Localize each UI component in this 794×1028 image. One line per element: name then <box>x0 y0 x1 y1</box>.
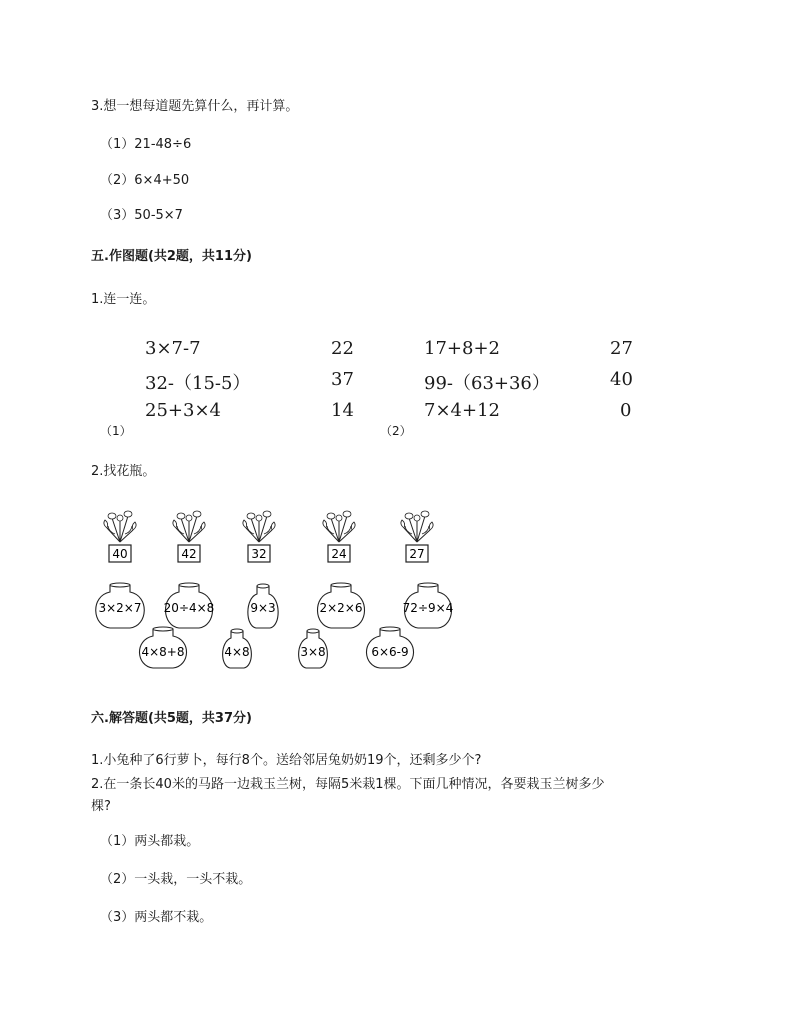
match2-answer-1: 27 <box>610 338 633 359</box>
item-number: （1） <box>100 834 135 849</box>
svg-text:20÷4×8: 20÷4×8 <box>163 601 215 615</box>
vase-top-5 <box>403 583 454 628</box>
flower-4 <box>323 511 355 562</box>
vase-figure <box>80 508 480 673</box>
item-text: 6×4+50 <box>134 173 190 188</box>
svg-text:3×2×7: 3×2×7 <box>98 601 142 615</box>
vase-top-2 <box>164 583 215 628</box>
q3-item-1 <box>100 133 191 152</box>
item-text: 两头都栽。 <box>134 834 200 849</box>
item-number: （3） <box>100 208 135 223</box>
s6-q1: 1.小兔种了6行萝卜，每行8个。送给邻居兔奶奶19个，还剩多少个? <box>91 753 482 768</box>
match1-expr-2: 32-（15-5） <box>145 373 251 394</box>
s6-q2-line1: 2.在一条长40米的马路一边栽玉兰树，每隔5米栽1棵。下面几种情况，各要栽玉兰树多少 <box>91 777 605 792</box>
item-text: 50-5×7 <box>134 208 183 223</box>
item-text: 一头栽，一头不栽。 <box>134 872 252 887</box>
s6-item-1 <box>100 830 199 849</box>
s6-item-2 <box>100 868 251 887</box>
item-text: 21-48÷6 <box>134 137 192 152</box>
match2-expr-3: 7×4+12 <box>424 400 500 421</box>
svg-text:72÷9×4: 72÷9×4 <box>402 601 454 615</box>
q3-item-2 <box>100 169 189 188</box>
vase-top-4 <box>317 583 364 628</box>
item-number: （1） <box>100 137 135 152</box>
match2-expr-1: 17+8+2 <box>424 338 500 359</box>
match2-label: （2） <box>380 424 412 438</box>
item-number: （2） <box>100 173 135 188</box>
flower-3 <box>243 511 275 562</box>
svg-text:32: 32 <box>251 547 267 561</box>
flower-5 <box>401 511 433 562</box>
vase-top-1 <box>96 583 145 628</box>
q3-title: 3.想一想每道题先算什么，再计算。 <box>91 99 299 114</box>
section5-heading: 五.作图题(共2题，共11分) <box>91 249 252 264</box>
q3-item-3 <box>100 204 183 223</box>
svg-text:27: 27 <box>409 547 425 561</box>
match1-answer-2: 37 <box>331 369 354 390</box>
vase-bottom-2 <box>223 629 252 668</box>
match1-label: （1） <box>100 424 132 438</box>
s6-item-3 <box>100 906 212 925</box>
svg-text:3×8: 3×8 <box>300 645 326 659</box>
item-number: （2） <box>100 872 135 887</box>
match1-answer-1: 22 <box>331 338 354 359</box>
svg-text:4×8: 4×8 <box>224 645 250 659</box>
item-text: 两头都不栽。 <box>134 910 213 925</box>
vase-bottom-4 <box>366 627 413 668</box>
flower-1 <box>104 511 136 562</box>
svg-text:2×2×6: 2×2×6 <box>319 601 363 615</box>
svg-text:6×6-9: 6×6-9 <box>371 645 409 659</box>
match1-answer-3: 14 <box>331 400 354 421</box>
svg-text:24: 24 <box>331 547 347 561</box>
vase-top-3 <box>248 584 278 628</box>
section6-heading: 六.解答题(共5题，共37分) <box>91 711 252 726</box>
s6-q2-line2: 棵? <box>91 799 111 814</box>
svg-text:42: 42 <box>181 547 197 561</box>
match2-answer-3: 0 <box>620 400 632 421</box>
match1-expr-1: 3×7-7 <box>145 338 201 359</box>
match2-expr-2: 99-（63+36） <box>424 373 550 394</box>
match1-expr-3: 25+3×4 <box>145 400 221 421</box>
s5-q2-title: 2.找花瓶。 <box>91 464 156 479</box>
svg-text:9×3: 9×3 <box>250 601 276 615</box>
match2-answer-2: 40 <box>610 369 633 390</box>
item-number: （3） <box>100 910 135 925</box>
svg-text:4×8+8: 4×8+8 <box>141 645 185 659</box>
vase-bottom-3 <box>299 629 328 668</box>
flower-2 <box>173 511 205 562</box>
svg-text:40: 40 <box>112 547 128 561</box>
s5-q1-title: 1.连一连。 <box>91 292 156 307</box>
vase-bottom-1 <box>139 627 186 668</box>
